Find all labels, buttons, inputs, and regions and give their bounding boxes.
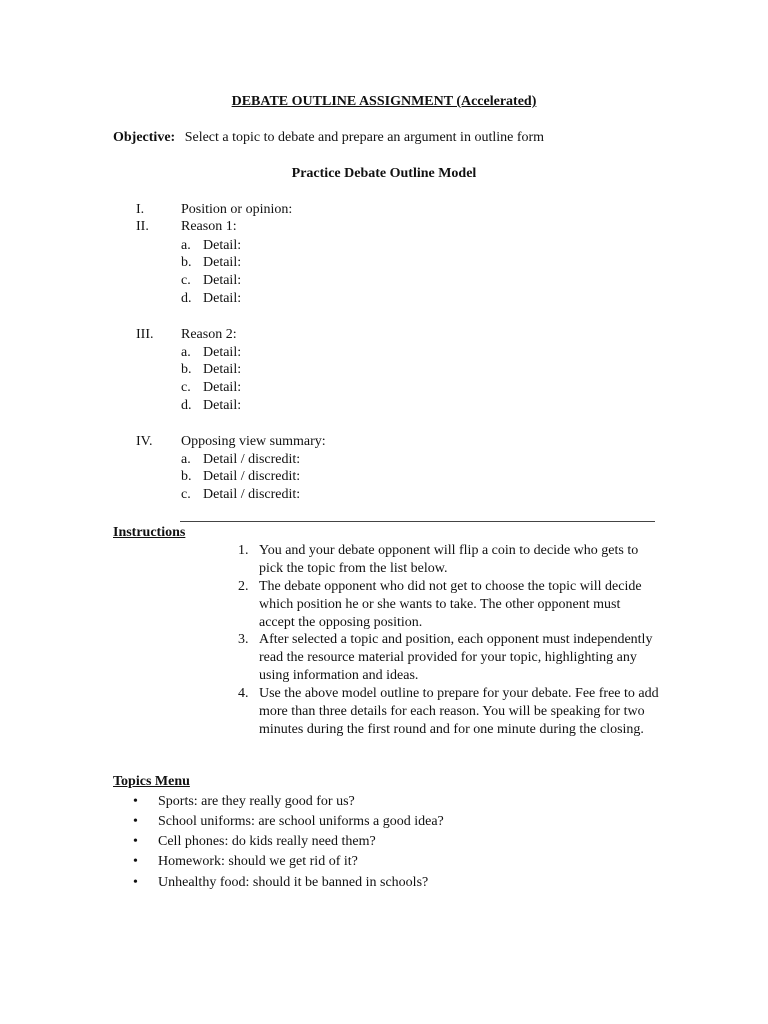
instruction-number: 1.: [238, 543, 249, 558]
topic-item: School uniforms: are school uniforms a good idea?: [158, 814, 444, 829]
instruction-text: Use the above model outline to prepare for your debate. Fee free to add more than three details for each reason. You will be speaking for two minutes during the first round and for one minute during the closing.: [259, 686, 659, 737]
outline-heading: Position or opinion:: [181, 202, 293, 217]
topic-item: Unhealthy food: should it be banned in schools?: [158, 875, 429, 890]
detail-text: Detail / discredit:: [203, 469, 301, 484]
outline-numeral: II.: [136, 219, 149, 234]
detail-text: Detail:: [203, 398, 242, 413]
instruction-number: 4.: [238, 686, 249, 701]
outline-numeral: IV.: [136, 434, 153, 449]
outline-heading: Reason 2:: [181, 327, 237, 342]
bullet-icon: •: [133, 814, 138, 829]
topic-item: Cell phones: do kids really need them?: [158, 834, 376, 849]
detail-text: Detail / discredit:: [203, 487, 301, 502]
detail-letter: a.: [181, 238, 191, 253]
outline-numeral: I.: [136, 202, 145, 217]
instructions-heading: Instructions: [113, 525, 186, 540]
detail-text: Detail / discredit:: [203, 452, 301, 467]
detail-letter: b.: [181, 362, 192, 377]
objective-text: Select a topic to debate and prepare an argument in outline form: [184, 130, 545, 145]
instruction-text: The debate opponent who did not get to choose the topic will decide which position he or she wants to take. The other opponent must accept the opposing position.: [259, 579, 642, 630]
instruction-number: 3.: [238, 632, 249, 647]
detail-text: Detail:: [203, 362, 242, 377]
detail-letter: b.: [181, 469, 192, 484]
topic-item: Sports: are they really good for us?: [158, 794, 355, 809]
bullet-icon: •: [133, 794, 138, 809]
instruction-text: You and your debate opponent will flip a coin to decide who gets to pick the topic from the list below.: [259, 543, 639, 576]
detail-text: Detail:: [203, 238, 242, 253]
detail-letter: c.: [181, 487, 191, 502]
detail-letter: d.: [181, 398, 192, 413]
detail-letter: c.: [181, 273, 191, 288]
objective-label: Objective:: [113, 130, 176, 145]
document-title: DEBATE OUTLINE ASSIGNMENT (Accelerated): [231, 94, 537, 109]
detail-letter: b.: [181, 255, 192, 270]
detail-letter: a.: [181, 452, 191, 467]
section-divider: [180, 521, 655, 522]
bullet-icon: •: [133, 854, 138, 869]
detail-text: Detail:: [203, 255, 242, 270]
outline-numeral: III.: [136, 327, 154, 342]
topics-heading: Topics Menu: [113, 774, 190, 789]
bullet-icon: •: [133, 875, 138, 890]
detail-letter: d.: [181, 291, 192, 306]
outline-heading: Opposing view summary:: [181, 434, 326, 449]
detail-text: Detail:: [203, 380, 242, 395]
topic-item: Homework: should we get rid of it?: [158, 854, 358, 869]
objective-line: [113, 129, 544, 147]
instruction-number: 2.: [238, 579, 249, 594]
detail-text: Detail:: [203, 345, 242, 360]
detail-text: Detail:: [203, 291, 242, 306]
bullet-icon: •: [133, 834, 138, 849]
model-title: Practice Debate Outline Model: [291, 166, 477, 181]
detail-text: Detail:: [203, 273, 242, 288]
instruction-text: After selected a topic and position, each opponent must independently read the resource material provided for your topic, highlighting any using information and ideas.: [259, 632, 653, 683]
detail-letter: c.: [181, 380, 191, 395]
outline-heading: Reason 1:: [181, 219, 237, 234]
detail-letter: a.: [181, 345, 191, 360]
